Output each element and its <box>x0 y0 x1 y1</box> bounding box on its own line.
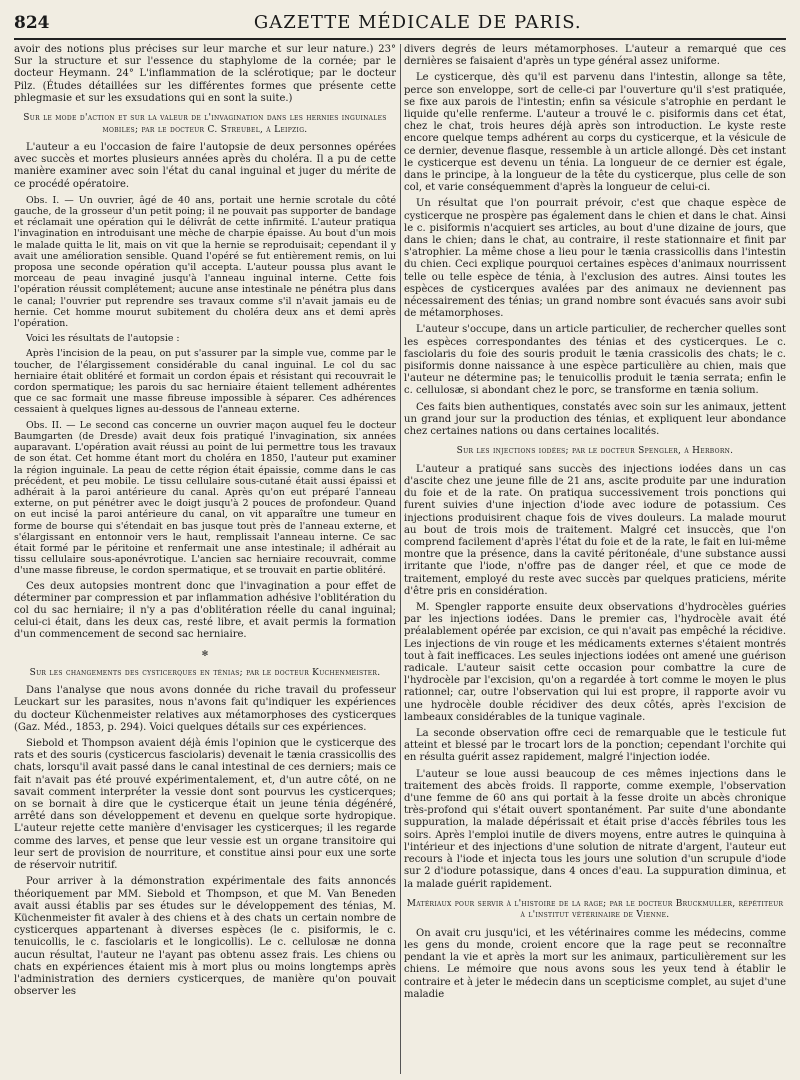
paragraph: M. Spengler rapporte ensuite deux observations d'hydrocèles guéries par les injections iodées. Dans le premier cas, l'hydrocèle avait été préalablement opérée par excision, ce qui n'avait pas empêché la récidive. Les injections de vin rouge et les médicaments externes s'étaient montrés tout à fait inefficaces. Les seules injections iodées ont amené une guérison radicale. L'auteur saisit cette occasion pour combattre la cure de l'hydrocèle par l'excision, qu'on a regardée à tort comme le moyen le plus rationnel; car, outre l'observation qui lui est propre, il rapporte avoir vu une hydrocèle double récidiver des deux côtés, après l'excision de lambeaux considérables de la tunique vaginale. <box>404 602 786 723</box>
page-number: 824 <box>14 13 50 33</box>
paragraph: Un résultat que l'on pourrait prévoir, c'est que chaque espèce de cysticerque ne prospère pas également dans le chien et dans le chat. Ainsi le c. pisiformis n'acquiert ses articles, au bout d'une dizaine de jours, que dans le chien; dans le chat, au contraire, il reste stationnaire et finit par s'atrophier. La même chose a lieu pour le tænia crassicollis dans l'intestin du chien. Ceci explique pourquoi certaines espèces d'animaux nourrissent telle ou telle espèce de ténia, à l'exclusion des autres. Ainsi toutes les espèces de cysticerques avalées par des animaux ne deviennent pas nécessairement des ténias; un grand nombre sont évacués sans avoir subi de métamorphoses. <box>404 198 786 320</box>
observation-1: Obs. I. — Un ouvrier, âgé de 40 ans, portait une hernie scrotale du côté gauche, de la grosseur d'un petit poing; il ne pouvait pas supporter de bandage et réclamait une opération qui le délivrât de cette infirmité. L'auteur pratiqua l'invagination en introduisant une mèche de charpie épaisse. Au bout d'un mois le malade quitta le lit, mais on vit que la hernie se reproduisait; cependant il y avait une amélioration sensible. Quand l'opéré se fut entièrement remis, on lui proposa une seconde opération qu'il accepta. L'auteur poussa plus avant le morceau de peau invaginé jusqu'à l'anneau inguinal interne. Cette fois l'opération réussit complétement; aucune anse intestinale ne pénétra plus dans le canal; l'ouvrier put reprendre ses travaux comme s'il n'avait jamais eu de hernie. Cet homme mourut subitement du choléra deux ans et demi après l'opération. <box>14 194 396 330</box>
paragraph: L'auteur a pratiqué sans succès des injections iodées dans un cas d'ascite chez une jeune fille de 21 ans, ascite produite par une induration du foie et de la rate. On pratiqua successivement trois ponctions qui furent suivies d'une injection d'iode avec iodure de potassium. Ces injections produisirent chaque fois de vives douleurs. La malade mourut au bout de trois mois de traitement. Malgré cet insuccès, que l'on comprend facilement d'après l'état du foie et de la rate, le fait en lui-même montre que la présence, dans la cavité péritonéale, d'une substance aussi irritante que l'iode, n'offre pas de danger réel, et que ce mode de traitement, employé du reste avec succès par quelques praticiens, mérite d'être pris en considération. <box>404 463 786 597</box>
paragraph: Siebold et Thompson avaient déjà émis l'opinion que le cysticerque des rats et des souris (cysticercus fasciolaris) devenait le tænia crassicollis des chats, lorsqu'il avait passé dans le canal intestinal de ces derniers; mais ce fait n'avait pas été prouvé expérimentalement, et, d'un autre côté, on ne savait comment interpréter la vessie dont sont pourvus les cysticerques; on se bornait à dire que le cysticerque était un jeune ténia dégénéré, arrêté dans son développement et devenu en quelque sorte hydropique. L'auteur rejette cette manière d'envisager les cysticerques; il les regarde comme des larves, et pense que leur vessie est un organe transitoire qui leur sert de provision de nourriture, et constitue ainsi pour eux une sorte de réservoir nutritif. <box>14 738 396 872</box>
paragraph: divers degrés de leurs métamorphoses. L'auteur a remarqué que ces dernières se faisaient d'après un type général assez uniforme. <box>404 44 786 68</box>
journal-title: GAZETTE MÉDICALE DE PARIS. <box>253 12 582 33</box>
section-title-cysticerques: Sur les changements des cysticerques en ténias; par le docteur Kuchenmeister. <box>29 667 381 678</box>
columns <box>14 44 786 1074</box>
section-title-injections: Sur les injections iodées; par le docteur Spengler, à Herborn. <box>456 446 734 457</box>
column-rule <box>400 44 401 1074</box>
paragraph: Ces deux autopsies montrent donc que l'invagination a pour effet de déterminer par compression et par inflammation adhésive l'oblitération du col du sac herniaire; il n'y a pas d'oblitération réelle du canal inguinal; celui-ci était, dans les deux cas, resté libre, et avait permis la formation d'un commencement de second sac herniaire. <box>14 580 396 641</box>
autopsy-label: Voici les résultats de l'autopsie : <box>26 333 180 345</box>
paragraph: Le cysticerque, dès qu'il est parvenu dans l'intestin, allonge sa tête, perce son enveloppe, sort de celle-ci par l'ouverture qu'il s'est pratiquée, se fixe aux parois de l'intestin; enfin sa vésicule s'atrophie en perdant le liquide qu'elle renferme. L'auteur a trouvé le c. pisiformis dans cet état, chez le chat, trois heures déjà après son introduction. Le kyste reste encore quelque temps adhérent au corps du cysticerque, et la vésicule de ce dernier, devenue flasque, ressemble à un article allongé. Dès cet instant le cysticerque est devenu un ténia. La longueur de ce dernier est égale, dans le principe, à la longueur de la tête du cysticerque, plus celle de son col, et varie conséquemment d'après la longueur de celui-ci. <box>404 72 786 194</box>
page-header <box>14 12 786 40</box>
paragraph: Pour arriver à la démonstration expérimentale des faits annoncés théoriquement par MM. Siebold et Thompson, et que M. Van Beneden avait aussi établis par ses études sur le développement des ténias, M. Küchenmeister fit avaler à des chiens et à des chats un certain nombre de cysticerques appartenant à diverses espèces (le c. pisiformis, le c. tenuicollis, le c. fasciolaris et le longicollis). Le c. cellulosæ ne donna aucun résultat, l'auteur ne l'ayant pas obtenu assez frais. Les chiens ou chats en expériences étaient mis à mort plus ou moins longtemps après l'administration des derniers cysticerques, de manière qu'on pouvait observer les <box>14 876 396 998</box>
paragraph: L'auteur se loue aussi beaucoup de ces mêmes injections dans le traitement des abcès froids. Il rapporte, comme exemple, l'observation d'une femme de 60 ans qui portait à la fesse droite un abcès chronique très-profond qui s'était ouvert spontanément. Par suite d'une abondante suppuration, la malade dépérissait et était prise d'accès fébriles tous les soirs. Après l'emploi inutile de divers moyens, entre autres le quinquina à l'intérieur et des injections d'une solution de nitrate d'argent, l'auteur eut recours à l'iode et injecta tous les jours une solution d'un scrupule d'iode sur 2 d'iodure potassique, dans 4 onces d'eau. La suppuration diminua, et la malade guérit rapidement. <box>404 768 786 890</box>
paragraph: Ces faits bien authentiques, constatés avec soin sur les animaux, jettent un grand jour sur la production des ténias, et expliquent leur abondance chez certaines nations ou dans certaines localités. <box>404 401 786 438</box>
right-column <box>404 44 786 1074</box>
intro-paragraph: avoir des notions plus précises sur leur marche et sur leur nature.) 23° Sur la structure et sur l'essence du staphylome de la cornée; par le docteur Heymann. 24° L'inflammation de la sclérotique; par le docteur Pilz. (Études détaillées sur les différentes formes que présente cette phlegmasie et sur les exsudations qui en sont la suite.) <box>14 44 396 104</box>
paragraph: L'auteur a eu l'occasion de faire l'autopsie de deux personnes opérées avec succès et mortes plusieurs années après du choléra. Il a pu de cette manière examiner avec soin l'état du canal inguinal et juger du mérite de ce procédé opératoire. <box>14 142 396 190</box>
observation-2: Obs. II. — Le second cas concerne un ouvrier maçon auquel feu le docteur Baumgarten (de Dresde) avait deux fois pratiqué l'invagination, six années auparavant. L'opération avait réussi au point de lui permettre tous les travaux de son état. Cet homme étant mort du choléra en 1850, l'auteur put examiner la région inguinale. La peau de cette région était épaissie, comme dans le cas précédent, et peu mobile. Le tissu cellulaire sous-cutané était aussi épaissi et adhérait à la paroi antérieure du canal. Après qu'on eut préparé l'anneau externe, on put pénétrer avec le doigt jusqu'à 2 pouces de profondeur. Quand on eut incisé la paroi antérieure du canal, on vit apparaître une tumeur en forme de bourse qui s'étendait en bas jusque tout près de l'anneau externe, et s'élargissant en entonnoir vers le haut, remplissait l'anneau interne. Ce sac était formé par le péritoine et renfermait une anse intestinale; il adhérait au tissu cellulaire sous-aponévrotique. L'ancien sac herniaire recouvrait, comme d'une masse fibreuse, le cordon spermatique, et se trouvait en partie oblitéré. <box>14 419 396 577</box>
autopsy-results: Après l'incision de la peau, on put s'assurer par la simple vue, comme par le toucher, de l'élargissement considérable du canal inguinal. Le col du sac herniaire était oblitéré et formait un cordon épais et résistant qui recouvrait le cordon spermatique; les parois du sac herniaire étaient tellement adhérentes que ce sac formait une masse fibreuse impossible à séparer. Ces adhérences cessaient à quelques lignes au-dessous de l'anneau externe. <box>14 348 396 416</box>
section-title-invagination: Sur le mode d'action et sur la valeur de l'invagination dans les hernies inguinales mobiles; par le docteur C. Streubel, à Leipzig. <box>23 113 387 135</box>
section-title-rage: Matériaux pour servir à l'histoire de la rage; par le docteur Bruckmuller, répétiteur à l'institut vétérinaire de Vienne. <box>406 898 784 921</box>
paragraph: Dans l'analyse que nous avons donnée du riche travail du professeur Leuckart sur les parasites, nous n'avons fait qu'indiquer les expériences du docteur Küchenmeister relatives aux métamorphoses des cysticerques (Gaz. Méd., 1853, p. 294). Voici quelques détails sur ces expériences. <box>14 685 396 733</box>
paragraph: On avait cru jusqu'ici, et les vétérinaires comme les médecins, comme les gens du monde, croient encore que la rage peut se reconnaître pendant la vie et après la mort sur les animaux, particulièrement sur les chiens. Le mémoire que nous avons sous les yeux tend à établir le contraire et à jeter le médecin dans un scepticisme complet, au sujet d'une maladie <box>404 927 786 1000</box>
paragraph: La seconde observation offre ceci de remarquable que le testicule fut atteint et blessé par le trocart lors de la ponction; cependant l'orchite qui en résulta guérit assez rapidement, malgré l'injection iodée. <box>404 728 786 764</box>
divider: ✻ <box>201 648 209 658</box>
left-column <box>14 44 396 1074</box>
paragraph: L'auteur s'occupe, dans un article particulier, de rechercher quelles sont les espèces correspondantes des ténias et des cysticerques. Le c. fasciolaris du foie des souris produit le tænia crassicolis des chats; le c. pisiformis donne naissance à une espèce particulière au chien, mais que l'auteur ne détermine pas; le tenuicollis produit le tænia serrata; enfin le c. cellulosæ, si abondant chez le porc, se transforme en tænia solium. <box>404 324 786 397</box>
